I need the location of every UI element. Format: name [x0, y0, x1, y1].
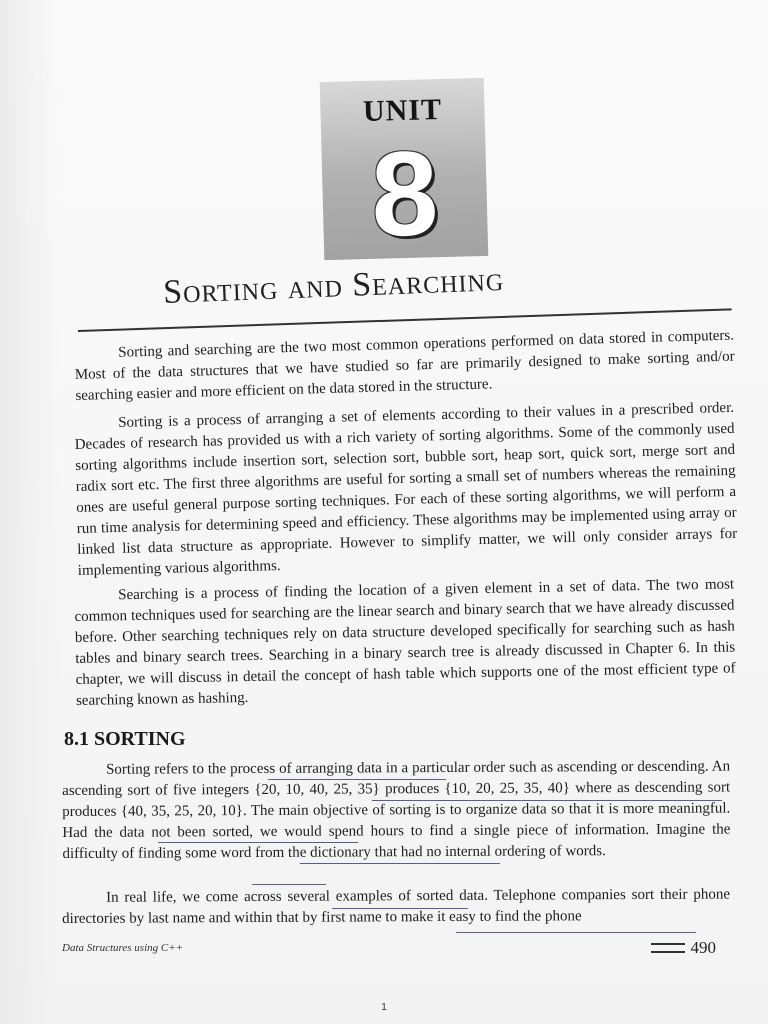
pen-underline	[158, 842, 358, 843]
paragraph-searching: Searching is a process of finding the location of a given element in a set of data. The two most common techniques used for searching are the linear search and binary search that we have already discussed before. Other searching techniques rely on data structure developed specifically for searching such as hash tables and binary search trees. Searching in a binary search tree is already discussed in Chapter 6. In this chapter, we will discuss in detail the concept of hash table which supports one of the most efficient type of searching known as hashing.	[74, 576, 736, 709]
pen-underline	[372, 800, 722, 801]
unit-label: UNIT	[362, 92, 443, 129]
section-heading: 8.1 SORTING	[64, 728, 186, 750]
paragraph-sorting: Sorting is a process of arranging a set of elements according to their values in a prescribed order. Decades of research has provided us with a rich variety of sorting algorithms. Some of the commonly used sorting algorithms include insertion sort, selection sort, bubble sort, heap sort, quick sort, merge sort and radix sort etc. The first three algorithms are useful for sorting a small set of numbers whereas the remaining ones are useful general purpose sorting techniques. For each of these sorting algorithms, we will perform a run time analysis for determining speed and efficiency. These algorithms may be implemented using array or linked list data structure as appropriate. However to simplify matter, we will only consider arrays for implementing various algorithms.	[74, 399, 738, 579]
unit-number: 8	[369, 126, 440, 262]
page-number: 490	[690, 938, 716, 957]
pen-underline	[456, 932, 696, 933]
pen-underline	[332, 908, 468, 909]
pen-underline	[252, 884, 326, 885]
unit-badge	[320, 78, 489, 260]
footer-book-title: Data Structures using C++	[62, 942, 184, 954]
paragraph-real-life: In real life, we come across several examples of sorted data. Telephone companies sort their phone directories by last name and within that by first name to make it easy to find the phone	[62, 886, 731, 927]
pen-underline	[268, 779, 446, 780]
paragraph-sorting-definition: Sorting refers to the process of arranging data in a particular order such as ascending or descending. An ascending sort of five integers {20, 10, 40, 25, 35} produces {10, 20, 25, 35, 40} where as descending sort produces {40, 35, 25, 20, 10}. The main objective of sorting is to organize data so that it is more meaningful. Had the data not been sorted, we would spend hours to find a single piece of information. Imagine the difficulty of finding some word from the dictionary that had no internal ordering of words.	[62, 758, 731, 862]
paragraph-intro: Sorting and searching are the two most common operations performed on data stored in computers. Most of the data structures that we have studied so far are primarily designed to make sorting and/or searching easier and more efficient on the data stored in the structure.	[74, 327, 735, 404]
pen-underline	[300, 863, 500, 864]
footer-rule	[651, 943, 685, 953]
chapter-title: Sorting and Searching	[162, 260, 505, 312]
page-shadow	[0, 0, 60, 1024]
footer-page	[651, 938, 717, 958]
scan-page-number: 1	[381, 1002, 387, 1013]
